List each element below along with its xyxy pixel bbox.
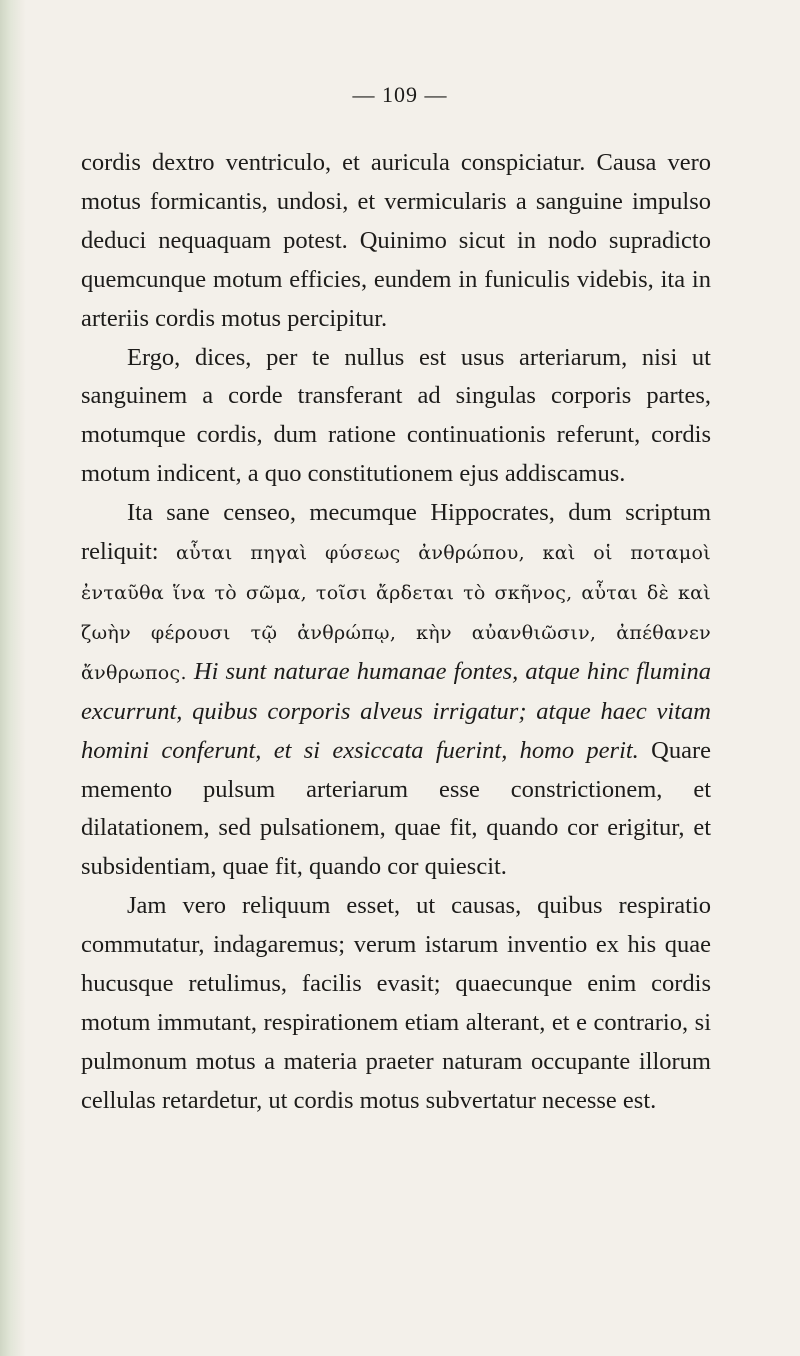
greek-quotation: αὗται πηγαὶ φύσεως ἀνθρώπου, καὶ οἱ ποταμοὶ ἐνταῦθα ἵνα τὸ σῶμα, τοῖσι ἄρδεται τὸ σκῆνος, αὗται δὲ καὶ ζωὴν φέρουσι τῷ ἀνθρώπῳ, κὴν αὐανθιῶσιν, ἀπέθανεν ἄνθρωπος. xyxy=(81,542,711,684)
paragraph-2: Ergo, dices, per te nullus est usus arteriarum, nisi ut sanguinem a corde transferant ad singulas corporis partes, motumque cordis, dum ratione continuationis referunt, cordis motum indicent, a quo constitutionem ejus addiscamus. xyxy=(81,343,711,488)
body-text xyxy=(81,144,711,1121)
page-number-header: — 109 — xyxy=(352,82,448,107)
paragraph-3-intro: Ita sane censeo, mecumque Hippocrates, dum scriptum reliquit: xyxy=(81,499,711,566)
paragraph-3 xyxy=(81,494,711,887)
paragraph-1: cordis dextro ventriculo, et auricula conspiciatur. Causa vero motus formicantis, undosi, et vermicularis a sanguine impulso deduci nequaquam potest. Quinimo sicut in nodo supradicto quemcunque motum efficies, eundem in funiculis videbis, ita in arteriis cordis motus percipitur. xyxy=(81,149,711,332)
paragraph-4: Jam vero reliquum esset, ut causas, quibus respiratio commutatur, indagaremus; verum istarum inventio ex his quae hucusque retulimus, facilis evasit; quaecunque enim cordis motum immutant, respirationem etiam alterant, et e contrario, si pulmonum motus a materia praeter naturam occupante illorum cellulas retardetur, ut cordis motus subvertatur necesse est. xyxy=(81,892,711,1114)
paragraph-3-rest: Quare memento pulsum arteriarum esse constrictionem, et dilatationem, sed pulsationem, quae fit, quando cor erigitur, et subsidentiam, quae fit, quando cor quiescit. xyxy=(81,736,711,881)
page-binding-edge xyxy=(0,0,26,1356)
latin-translation: Hi sunt naturae humanae fontes, atque hinc flumina excurrunt, quibus corporis alveus irrigatur; atque haec vitam homini conferunt, et si exsiccata fuerint, homo perit. xyxy=(81,657,712,764)
